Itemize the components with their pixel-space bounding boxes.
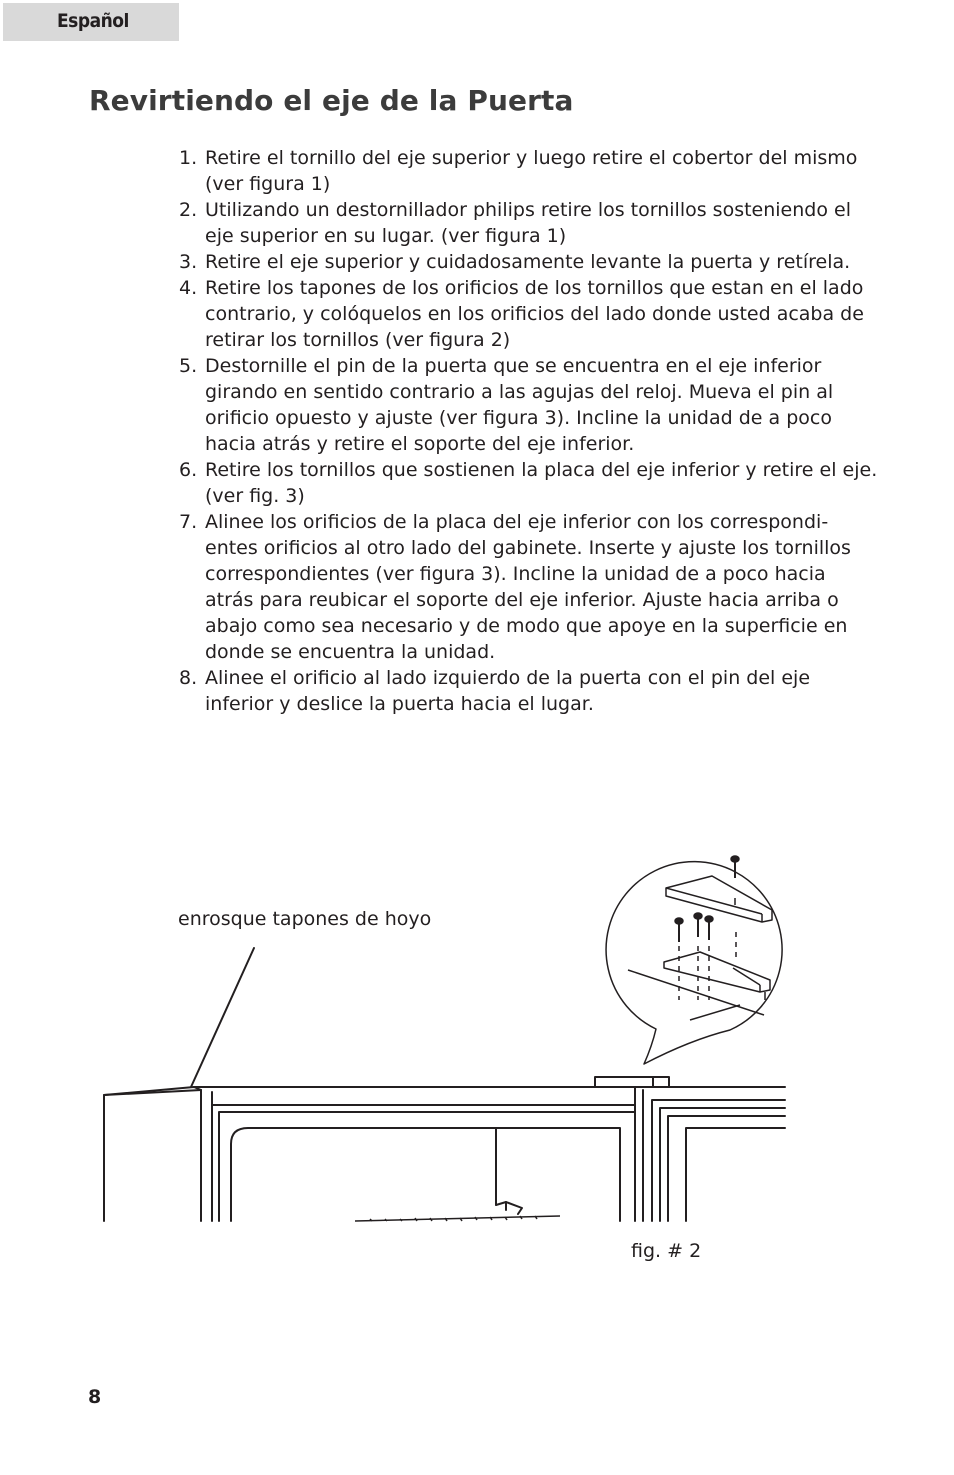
callout-leader-line [191, 948, 254, 1087]
list-item [179, 275, 879, 353]
list-item [179, 509, 879, 665]
step-text: Utilizando un destornillador philips retire los tornillos sosteniendo el eje superior en su lugar. (ver figura 1) [205, 199, 851, 247]
figure-caption: fig. # 2 [631, 1240, 702, 1262]
top-hinge-block [595, 1077, 669, 1087]
list-item [179, 145, 879, 197]
magnified-hinge-callout [606, 856, 782, 1064]
step-number: 6. [179, 459, 198, 481]
page-number: 8 [88, 1386, 102, 1408]
step-number: 5. [179, 355, 198, 377]
step-number: 2. [179, 199, 198, 221]
step-text: Retire el eje superior y cuidadosamente levante la puerta y retírela. [205, 251, 851, 273]
instruction-list [179, 145, 879, 717]
shelf-bracket [496, 1202, 522, 1214]
shelf-grille [355, 1216, 560, 1221]
step-number: 1. [179, 147, 198, 169]
language-tab: Español [3, 3, 179, 41]
step-text: Retire los tornillos que sostienen la placa del eje inferior y retire el eje. (ver fig. 3) [205, 459, 878, 507]
step-text: Alinee los orificios de la placa del eje inferior con los correspondi-entes orificios al otro lado del gabinete. Inserte y ajuste los tornillos correspondientes (ver figura 3). Incline la unidad de a poco hacia atrás para reubicar el soporte del eje inferior. Ajuste hacia arriba o abajo como sea necesario y de modo que apoye en la superficie en donde se encuentra la unidad. [205, 511, 851, 663]
step-number: 8. [179, 667, 198, 689]
cabinet-side-panel [104, 1087, 201, 1221]
step-number: 7. [179, 511, 198, 533]
figure-2-illustration [0, 840, 954, 1240]
page-title: Revirtiendo el eje de la Puerta [89, 84, 574, 117]
callout-label: enrosque tapones de hoyo [178, 908, 432, 930]
inner-liner [231, 1128, 620, 1221]
step-number: 3. [179, 251, 198, 273]
step-text: Destornille el pin de la puerta que se encuentra en el eje inferior girando en sentido contrario a las agujas del reloj. Mueva el pin al orificio opuesto y ajuste (ver figura 3). Incline la unidad de a poco hacia atrás y retire el soporte del eje inferior. [205, 355, 834, 455]
list-item [179, 457, 879, 509]
list-item [179, 353, 879, 457]
list-item [179, 665, 879, 717]
list-item [179, 249, 879, 275]
step-number: 4. [179, 277, 198, 299]
step-text: Retire el tornillo del eje superior y luego retire el cobertor del mismo (ver figura 1) [205, 147, 858, 195]
step-text: Retire los tapones de los orificios de los tornillos que estan en el lado contrario, y colóquelos en los orificios del lado donde usted acaba de retirar los tornillos (ver figura 2) [205, 277, 864, 351]
step-text: Alinee el orificio al lado izquierdo de la puerta con el pin del eje inferior y deslice la puerta hacia el lugar. [205, 667, 811, 715]
list-item [179, 197, 879, 249]
